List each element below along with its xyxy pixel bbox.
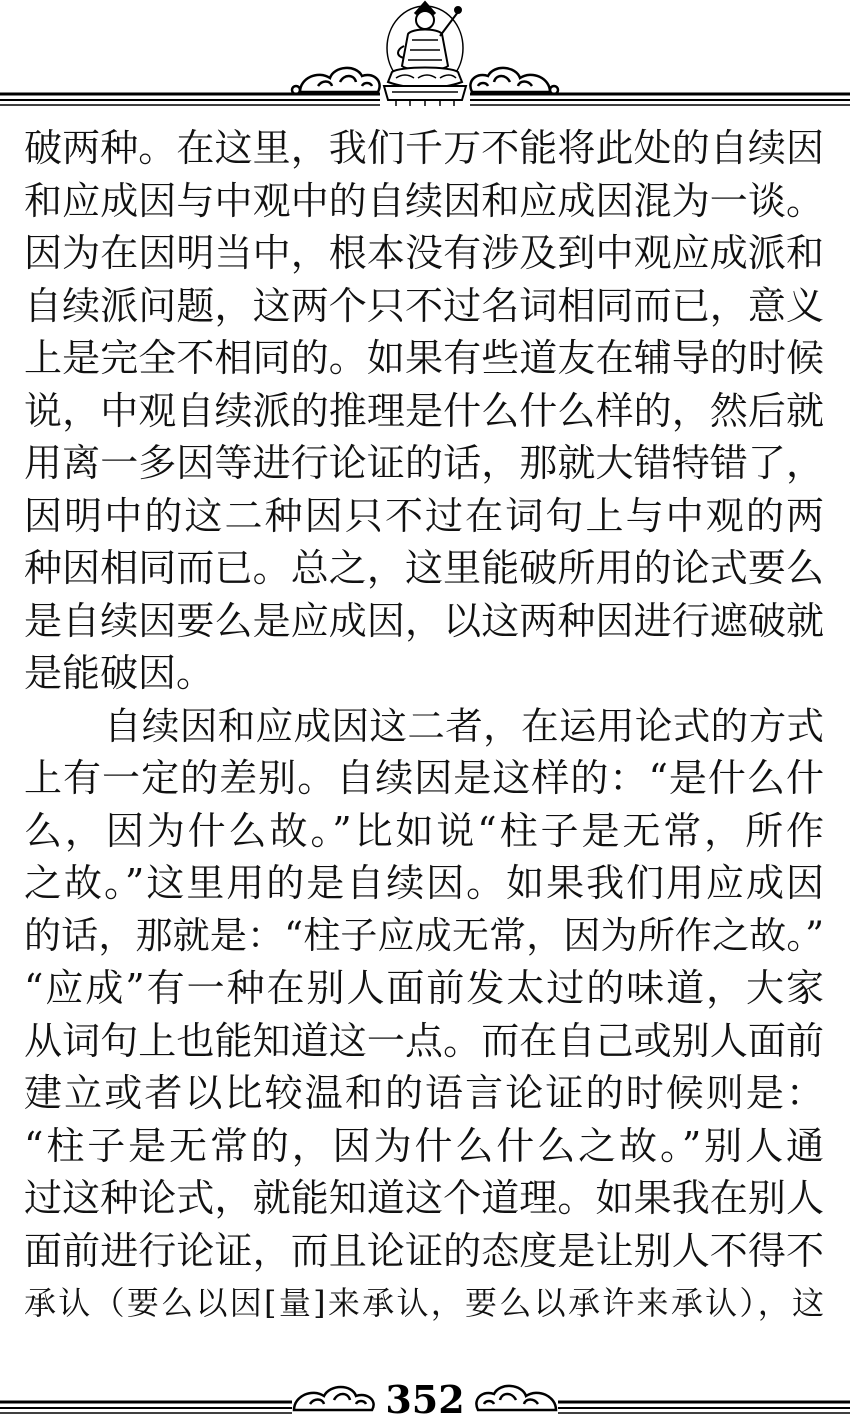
text-line: 和应成因与中观中的自续因和应成因混为一谈。 [24,178,824,223]
text-line: 自续因和应成因这二者，在运用论式的方式 [104,703,824,748]
text-line: 因明中的这二种因只不过在词句上与中观的两 [24,493,824,538]
header-rule-right [470,94,850,105]
text-line: 上是完全不相同的。如果有些道友在辅导的时候 [24,336,824,380]
text-line: 自续派问题，这两个只不过名词相同而已，意义 [24,283,824,328]
paragraph-2 [24,700,824,1330]
text-line: 用离一多因等进行论证的话，那就大错特错了， [24,441,824,485]
text-line: 建立或者以比较温和的语言论证的时候则是： [24,1071,824,1115]
text-line: 是自续因要么是应成因，以这两种因进行遮破就 [24,598,824,643]
page-header [0,0,850,112]
text-line: 因为在因明当中，根本没有涉及到中观应成派和 [24,231,824,275]
text-line: 是能破因。 [24,651,215,695]
text-line: 面前进行论证，而且论证的态度是让别人不得不 [24,1228,824,1273]
text-line: 承认（要么以因[量]来承认，要么以承许来承认），这 [24,1284,824,1322]
text-line: 之故。”这里用的是自续因。如果我们用应成因 [24,861,824,905]
header-ornament [0,0,850,112]
paragraph-1 [24,122,824,700]
text-line: “柱子是无常的，因为什么什么之故。”别人通 [24,1123,824,1168]
page-number: 352 [385,1377,465,1422]
header-rule-left [0,94,380,105]
cloud-scroll-icon [292,68,380,94]
text-line: 么，因为什么故。”比如说“柱子是无常，所作 [24,808,824,853]
body-text [24,122,824,1330]
seated-deity-figure-icon [384,2,466,106]
text-line: 说，中观自续派的推理是什么什么样的，然后就 [24,388,824,433]
text-line: 过这种论式，就能知道这个道理。如果我在别人 [24,1176,824,1220]
text-line: 上有一定的差别。自续因是这样的：“是什么什 [24,756,824,800]
cloud-scroll-icon [470,68,558,94]
text-line: “应成”有一种在别人面前发太过的味道，大家 [24,966,824,1010]
text-line: 破两种。在这里，我们千万不能将此处的自续因 [24,126,824,170]
text-line: 从词句上也能知道这一点。而在自己或别人面前 [24,1018,824,1063]
text-line: 种因相同而已。总之，这里能破所用的论式要么 [24,546,824,590]
text-line: 的话，那就是：“柱子应成无常，因为所作之故。” [24,913,824,957]
